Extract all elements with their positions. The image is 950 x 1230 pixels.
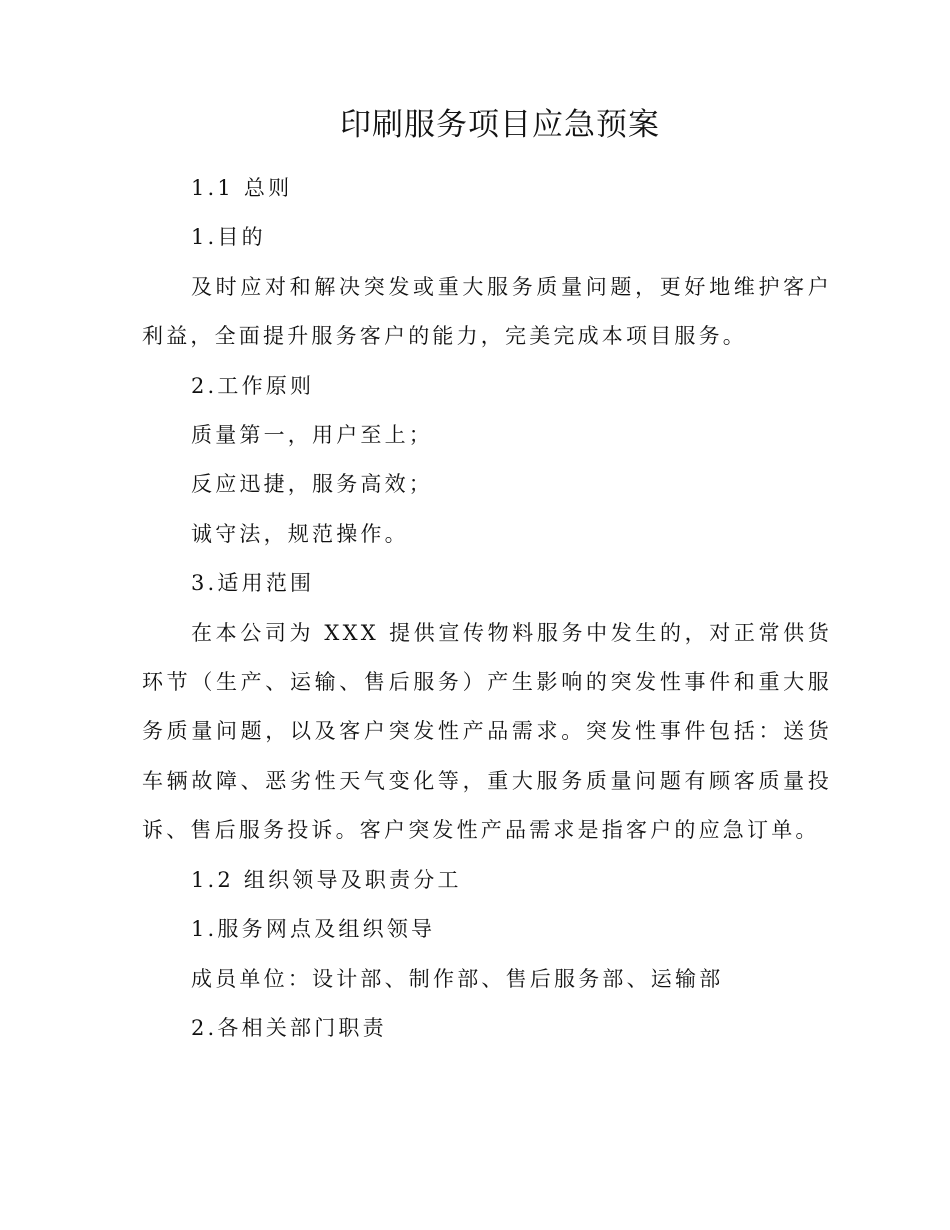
subheading-principles: 2.工作原则 xyxy=(191,373,315,398)
document-title: 印刷服务项目应急预案 xyxy=(340,107,660,143)
paragraph-scope: 在本公司为 XXX 提供宣传物料服务中发生的，对正常供货环节（生产、运输、售后服务）产生影响的突发性事件和重大服务质量问题，以及客户突发性产品需求。突发性事件包括：送货车辆故障、恶劣性天气变化等，重大服务质量问题有顾客质量投诉、售后服务投诉。客户突发性产品需求是指客户的应急订单。 xyxy=(142,620,832,843)
section-heading-general: 1.1 总则 xyxy=(191,176,293,200)
paragraph-purpose: 及时应对和解决突发或重大服务质量问题，更好地维护客户利益，全面提升服务客户的能力，完美完成本项目服务。 xyxy=(142,274,832,349)
section-heading-organization: 1.2 组织领导及职责分工 xyxy=(191,867,462,892)
subheading-service-network: 1.服务网点及组织领导 xyxy=(191,917,436,942)
subheading-scope: 3.适用范围 xyxy=(191,571,315,596)
document-body xyxy=(142,164,832,1053)
principle-item-3: 诚守法，规范操作。 xyxy=(191,521,409,546)
principle-item-2: 反应迅捷，服务高效； xyxy=(191,472,433,497)
subheading-department-duties: 2.各相关部门职责 xyxy=(191,1015,387,1040)
subheading-purpose: 1.目的 xyxy=(191,225,266,250)
principle-item-1: 质量第一，用户至上； xyxy=(191,423,433,448)
paragraph-member-units: 成员单位：设计部、制作部、售后服务部、运输部 xyxy=(191,966,724,991)
